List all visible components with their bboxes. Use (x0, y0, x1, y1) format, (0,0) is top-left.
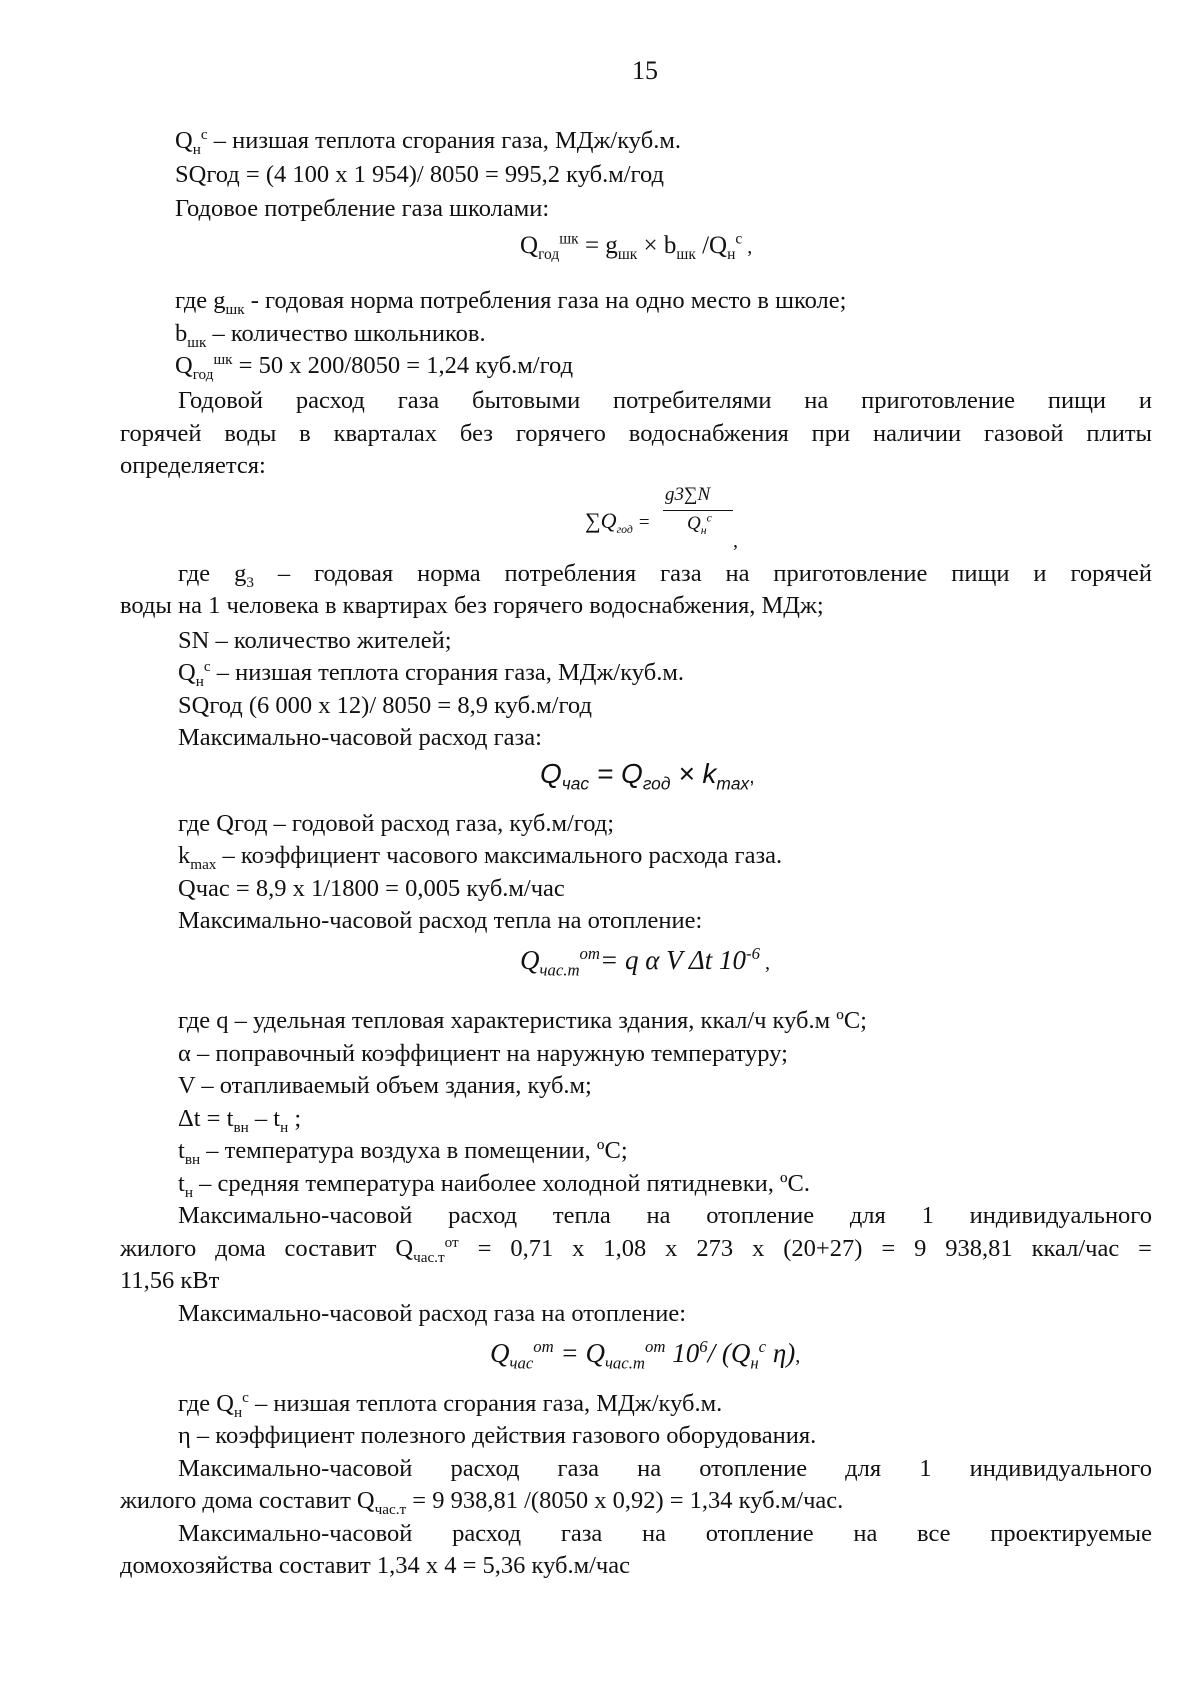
text-line: $k_{max}$ – коэффициент часового максимального расхода газа. (178, 842, 783, 873)
text-line: Максимально-часовой расход газа на отопление для 1 индивидуального (178, 1455, 1152, 1482)
text-line: горячей воды в кварталах без горячего водоснабжения при наличии газовой плиты (120, 420, 1152, 447)
text-line: воды на 1 человека в квартирах без горячего водоснабжения, МДж; (120, 592, 824, 619)
text-line: Годовой расход газа бытовыми потребителями на приготовление пищи и (178, 387, 1152, 414)
text-line: жилого дома составит $Q_{час.т}^{от} = 0,71$ х 1,08 х 273 х (20+27) = 9 938,81 ккал/час = (120, 1233, 1152, 1266)
text-line: 11,56 кВт (120, 1267, 220, 1294)
text-line: где q – удельная тепловая характеристика здания, ккал/ч куб.м ºС; (178, 1007, 867, 1034)
text-line: $\Delta t = t_{вн} - t_н$ ; (178, 1105, 302, 1136)
text-line: $t_н$ – средняя температура наиболее холодной пятидневки, ºС. (178, 1170, 811, 1201)
text-line: $b_{шк}$ – количество школьников. (175, 320, 486, 351)
text-line: Годовое потребление газа школами: (175, 195, 550, 222)
formula-hourly-heat: $Q_{час.т}^{от}= q$ α V Δt $10^{-6}$ , (520, 944, 770, 980)
text-line: жилого дома составит $Q_{час.т} = 9$ 938,81 /(8050 х 0,92) = 1,34 куб.м/час. (120, 1487, 844, 1518)
formula-hourly-gas: $Q_{час} = Q_{год} \times k_{max}$, (540, 758, 755, 794)
text-line: Максимально-часовой расход газа на отопление на все проектируемые (178, 1520, 1152, 1547)
document-page: 15 $Q_н^с$ – низшая теплота сгорания газа, МДж/куб.м. SQгод = (4 100 х 1 954)/ 8050 = 995,2 куб.м/год Годовое потребление газа школами: $Q_{год}^{шк} = g_{шк} \times b_{шк}$ $/Q_н^с$ , где $g_{шк}$ - годовая норма потребления газа на одно место в школе; $b_{шк}$ – количество школьников. $Q_{год}^{шк} = 50$ х 200/8050 = 1,24 куб.м/год Годовой расход газа бытовыми потребителями на приготовление пищи и горячей воды в кварталах без горячего водоснабжения при наличии газовой плиты определяется: $\sum Q_{год}$ = g3∑N $Q_н^с$ , где $g_3$ – годовая норма потребления газа на приготовление пищи и горячей воды на 1 человека в квартирах без горячего водоснабжения, МДж; SN – количество жителей; $Q_н^с$ – низшая теплота сгорания газа, МДж/куб.м. SQгод (6 000 х 12)/ 8050 = 8,9 куб.м/год Максимально-часовой расход газа: $Q_{час} = Q_{год} \times k_{max}$, где Qгод – годовой расход газа, куб.м/год; $k_{max}$ – коэффициент часового максимального расхода газа. Qчас = 8,9 х 1/1800 = 0,005 куб.м/час Максимально-часовой расход тепла на отопление: $Q_{час.т}^{от}= q$ α V Δt $10^{-6}$ , где q – удельная тепловая характеристика здания, ккал/ч куб.м ºС; α – поправочный коэффициент на наружную температуру; V – отапливаемый объем здания, куб.м; $\Delta t = t_{вн} - t_н$ ; $t_{вн}$ – температура воздуха в помещении, ºС; $t_н$ – средняя температура наиболее холодной пятидневки, ºС. Максимально-часовой расход тепла на отопление для 1 индивидуального жилого дома составит $Q_{час.т}^{от} = 0,71$ х 1,08 х 273 х (20+27) = 9 938,81 ккал/час = 11,56 кВт Максимально-часовой расход газа на отопление: $Q_{час}^{от} = Q_{час.т}^{от}$ $10^6/$ ($Q_н^с$ η), где $Q_н^с$ – низшая теплота сгорания газа, МДж/куб.м. η – коэффициент полезного действия газового оборудования. Максимально-часовой расход газа на отопление для 1 индивидуального жилого дома составит $Q_{час.т} = 9$ 938,81 /(8050 х 0,92) = 1,34 куб.м/час. Максимально-часовой расход газа на отопление на все проектируемые домохозяйства составит 1,34 х 4 = 5,36 куб.м/час (0, 0, 1200, 1697)
text-line: η – коэффициент полезного действия газового оборудования. (178, 1422, 817, 1449)
text-line: α – поправочный коэффициент на наружную температуру; (178, 1040, 788, 1067)
text-line: Максимально-часовой расход тепла на отопление для 1 индивидуального (178, 1202, 1152, 1229)
text-line: Максимально-часовой расход тепла на отопление: (178, 907, 703, 934)
text-line: Максимально-часовой расход газа: (178, 724, 542, 751)
text-line: SQгод = (4 100 х 1 954)/ 8050 = 995,2 куб.м/год (175, 161, 664, 188)
text-line: $Q_{год}^{шк} = 50$ х 200/8050 = 1,24 куб.м/год (175, 350, 574, 383)
formula-hourly-gas-heating: $Q_{час}^{от} = Q_{час.т}^{от}$ $10^6/$ ($Q_н^с$ η), (490, 1337, 801, 1373)
text-line: $Q_н^с$ – низшая теплота сгорания газа, МДж/куб.м. (178, 657, 684, 690)
page-number: 15 (632, 56, 658, 85)
text-line: $t_{вн}$ – температура воздуха в помещении, ºС; (178, 1137, 628, 1168)
text-line: где $g_{шк}$ - годовая норма потребления газа на одно место в школе; (175, 287, 847, 318)
text-line: V – отапливаемый объем здания, куб.м; (178, 1072, 592, 1099)
text-line: $Q_н^с$ – низшая теплота сгорания газа, МДж/куб.м. (175, 125, 681, 158)
text-line: Qчас = 8,9 х 1/1800 = 0,005 куб.м/час (178, 875, 565, 902)
text-line: где $g_3$ – годовая норма потребления газа на приготовление пищи и горячей (178, 560, 1153, 591)
text-line: домохозяйства составит 1,34 х 4 = 5,36 куб.м/час (120, 1552, 630, 1579)
text-line: Максимально-часовой расход газа на отопление: (178, 1300, 687, 1327)
text-line: где $Q_н^с$ – низшая теплота сгорания газа, МДж/куб.м. (178, 1388, 723, 1421)
text-line: где Qгод – годовой расход газа, куб.м/год; (178, 810, 615, 837)
text-line: определяется: (120, 452, 266, 479)
formula-school-gas: $Q_{год}^{шк} = g_{шк} \times b_{шк}$ $/Q_н^с$ , (520, 230, 753, 263)
text-line: SQгод (6 000 х 12)/ 8050 = 8,9 куб.м/год (178, 692, 592, 719)
text-line: SN – количество жителей; (178, 627, 452, 654)
fraction-bar (663, 510, 733, 511)
